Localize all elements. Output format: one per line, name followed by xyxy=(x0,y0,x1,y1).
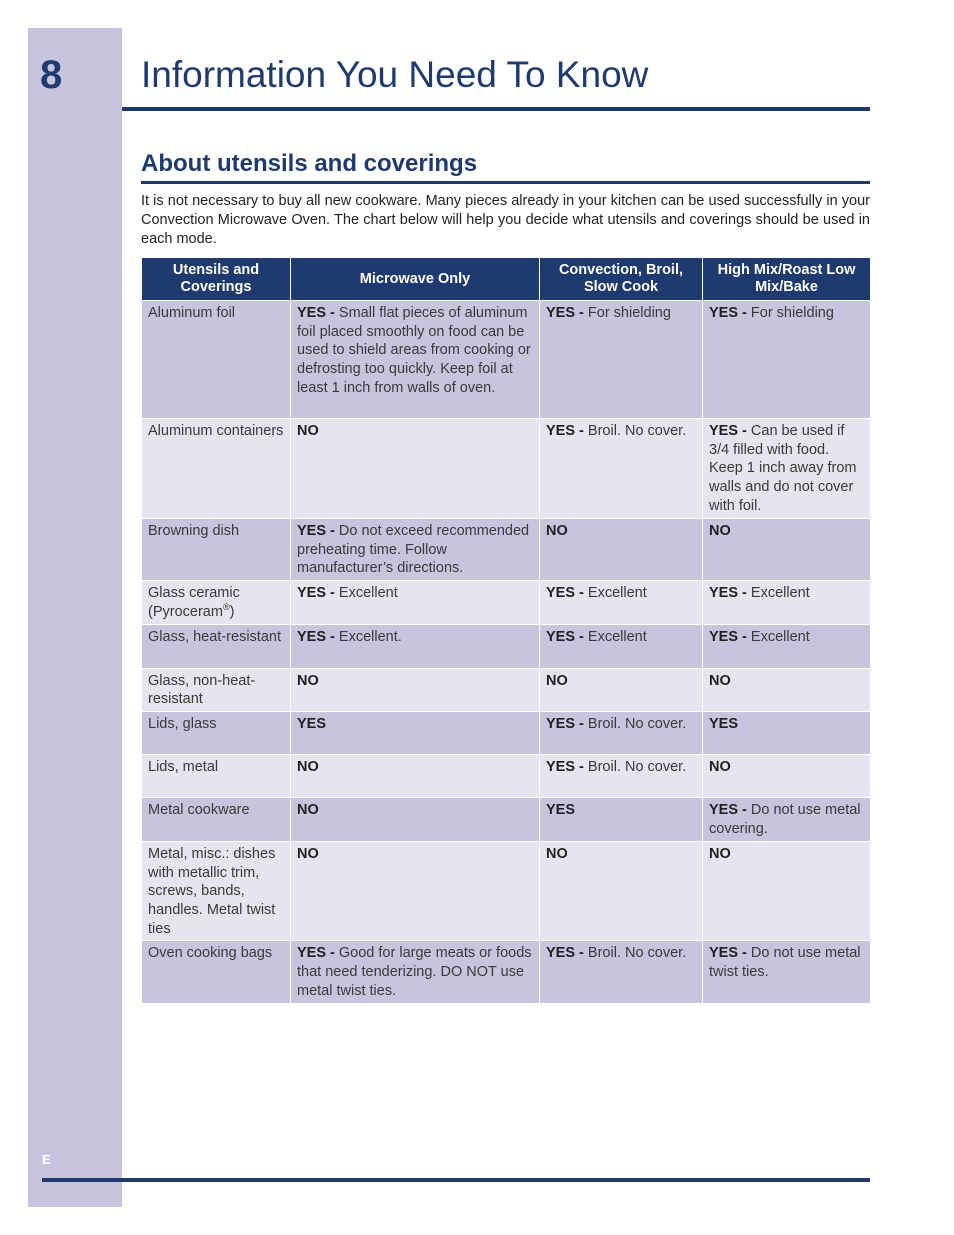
microwave-cell: YES - Good for large meats or foods that need tenderizing. DO NOT use metal twist ties. xyxy=(291,941,540,1003)
table-row xyxy=(142,711,871,754)
mix-cell: NO xyxy=(703,841,871,941)
header-utensils: Utensils and Coverings xyxy=(142,258,291,301)
utensil-cell: Metal, misc.: dishes with metallic trim, screws, bands, handles. Metal twist ties xyxy=(142,841,291,941)
header-convection: Convection, Broil, Slow Cook xyxy=(540,258,703,301)
utensil-cell: Metal cookware xyxy=(142,797,291,841)
utensil-cell: Oven cooking bags xyxy=(142,941,291,1003)
mix-cell: NO xyxy=(703,754,871,797)
utensil-cell: Lids, glass xyxy=(142,711,291,754)
convection-cell: YES xyxy=(540,797,703,841)
table-row xyxy=(142,668,871,711)
utensils-table xyxy=(141,257,871,1004)
microwave-cell: YES - Excellent. xyxy=(291,624,540,668)
utensil-cell: Glass ceramic (Pyroceram®) xyxy=(142,581,291,624)
table-row xyxy=(142,797,871,841)
utensil-cell: Browning dish xyxy=(142,519,291,581)
table-row xyxy=(142,941,871,1003)
table-row xyxy=(142,301,871,419)
convection-cell: YES - Broil. No cover. xyxy=(540,754,703,797)
convection-cell: NO xyxy=(540,519,703,581)
convection-cell: YES - Broil. No cover. xyxy=(540,711,703,754)
chapter-title: Information You Need To Know xyxy=(141,54,649,95)
utensil-cell: Glass, non-heat-resistant xyxy=(142,668,291,711)
microwave-cell: YES xyxy=(291,711,540,754)
section-title: About utensils and coverings xyxy=(141,150,478,177)
mix-cell: YES - Excellent xyxy=(703,581,871,624)
intro-paragraph: It is not necessary to buy all new cookware. Many pieces already in your kitchen can be used successfully in your Convection Microwave Oven. The chart below will help you decide what utensils and coverings should be used in each mode. xyxy=(141,193,870,247)
mix-cell: YES - Excellent xyxy=(703,624,871,668)
convection-cell: YES - Broil. No cover. xyxy=(540,941,703,1003)
convection-cell: YES - Broil. No cover. xyxy=(540,419,703,519)
mix-cell: YES - For shielding xyxy=(703,301,871,419)
section-rule xyxy=(141,181,870,184)
utensil-cell: Aluminum foil xyxy=(142,301,291,419)
mix-cell: YES - Can be used if 3/4 filled with food. Keep 1 inch away from walls and do not cover with foil. xyxy=(703,419,871,519)
table-row xyxy=(142,419,871,519)
utensil-cell: Lids, metal xyxy=(142,754,291,797)
table-row xyxy=(142,754,871,797)
convection-cell: YES - For shielding xyxy=(540,301,703,419)
microwave-cell: NO xyxy=(291,419,540,519)
utensil-cell: Aluminum containers xyxy=(142,419,291,519)
convection-cell: YES - Excellent xyxy=(540,624,703,668)
header-microwave: Microwave Only xyxy=(291,258,540,301)
header-mix: High Mix/Roast Low Mix/Bake xyxy=(703,258,871,301)
microwave-cell: NO xyxy=(291,841,540,941)
header-rule xyxy=(122,107,870,111)
mix-cell: NO xyxy=(703,519,871,581)
convection-cell: YES - Excellent xyxy=(540,581,703,624)
convection-cell: NO xyxy=(540,668,703,711)
table-row xyxy=(142,624,871,668)
microwave-cell: YES - Excellent xyxy=(291,581,540,624)
microwave-cell: YES - Small flat pieces of aluminum foil placed smoothly on food can be used to shield areas from cooking or defrosting too quickly. Keep foil at least 1 inch from walls of oven. xyxy=(291,301,540,419)
mix-cell: YES - Do not use metal twist ties. xyxy=(703,941,871,1003)
microwave-cell: YES - Do not exceed recommended preheating time. Follow manufacturer’s directions. xyxy=(291,519,540,581)
mix-cell: YES - Do not use metal covering. xyxy=(703,797,871,841)
language-mark: E xyxy=(42,1152,51,1167)
side-band xyxy=(28,28,122,1207)
microwave-cell: NO xyxy=(291,797,540,841)
table-row xyxy=(142,519,871,581)
utensil-cell: Glass, heat-resistant xyxy=(142,624,291,668)
mix-cell: YES xyxy=(703,711,871,754)
table-header-row xyxy=(142,258,871,301)
table-row xyxy=(142,581,871,624)
footer-rule xyxy=(42,1178,870,1182)
convection-cell: NO xyxy=(540,841,703,941)
table-row xyxy=(142,841,871,941)
page-number: 8 xyxy=(40,53,63,97)
microwave-cell: NO xyxy=(291,754,540,797)
microwave-cell: NO xyxy=(291,668,540,711)
mix-cell: NO xyxy=(703,668,871,711)
